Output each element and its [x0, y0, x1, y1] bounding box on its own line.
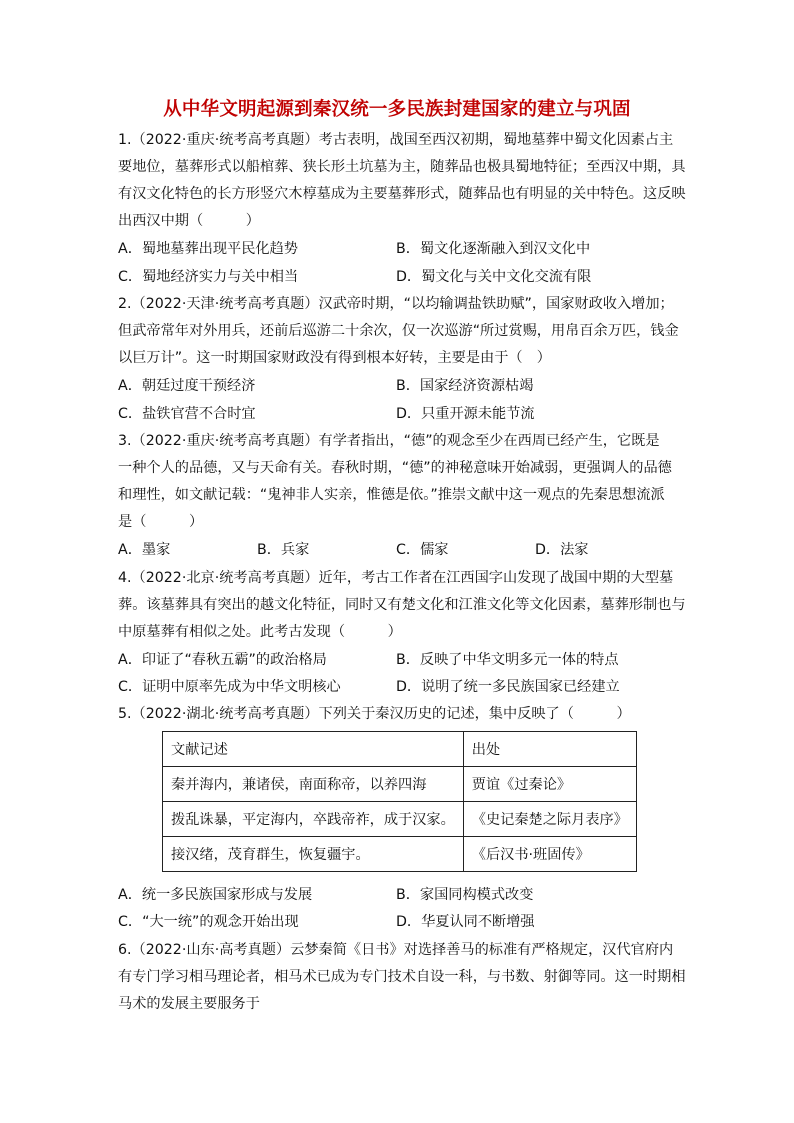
- question-3-option-b: B．兵家: [257, 542, 310, 558]
- table-cell: 《后汉书·班固传》: [463, 837, 636, 872]
- question-1-option-d: D．蜀文化与关中文化交流有限: [396, 269, 592, 285]
- source-table: [162, 731, 637, 872]
- question-1-line: 要地位，墓葬形式以船棺葬、狭长形土坑墓为主，随葬品也极具蜀地特征；至西汉中期，具: [118, 159, 686, 175]
- question-4-option-c: C．证明中原率先成为中华文明核心: [118, 679, 341, 695]
- question-3-line: 3.（2022·重庆·统考高考真题）有学者指出，“德”的观念至少在西周已经产生，它既是: [118, 433, 660, 449]
- question-1-option-a: A．蜀地墓葬出现平民化趋势: [118, 241, 298, 257]
- question-1-line: 出西汉中期（ ）: [118, 213, 260, 229]
- question-4-line: 中原墓葬有相似之处。此考古发现（ ）: [118, 624, 402, 640]
- question-1-option-c: C．蜀地经济实力与关中相当: [118, 269, 299, 285]
- question-2-line: 但武帝常年对外用兵，还前后巡游二十余次，仅一次巡游“所过赏赐，用帛百余万匹，钱金: [118, 323, 679, 339]
- question-3-line: 一种个人的品德，又与天命有关。春秋时期，“德”的神秘意味开始减弱，更强调人的品德: [118, 460, 672, 476]
- question-3-option-d: D．法家: [535, 542, 589, 558]
- question-1-option-b: B．蜀文化逐渐融入到汉文化中: [396, 241, 591, 257]
- question-5-line: 5.（2022·湖北·统考高考真题）下列关于秦汉历史的记述，集中反映了（ ）: [118, 706, 631, 722]
- question-5-option-c: C．“大一统”的观念开始出现: [118, 914, 299, 930]
- question-2-option-b: B．国家经济资源枯竭: [396, 378, 534, 394]
- table-row: [163, 802, 637, 837]
- question-4-line: 4.（2022·北京·统考高考真题）近年，考古工作者在江西国字山发现了战国中期的大型墓: [118, 570, 674, 586]
- question-6-line: 马术的发展主要服务于: [118, 996, 260, 1012]
- table-cell: 秦并海内，兼诸侯，南面称帝，以养四海: [163, 767, 464, 802]
- question-3-line: 是（ ）: [118, 514, 204, 530]
- table-cell: 拨乱诛暴，平定海内，卒践帝祚，成于汉家。: [163, 802, 464, 837]
- question-4-option-d: D．说明了统一多民族国家已经建立: [396, 679, 620, 695]
- question-4-line: 葬。该墓葬具有突出的越文化特征，同时又有楚文化和江淮文化等文化因素，墓葬形制也与: [118, 597, 686, 613]
- table-cell: 接汉绪，茂育群生，恢复疆宇。: [163, 837, 464, 872]
- table-cell: 贾谊《过秦论》: [463, 767, 636, 802]
- question-5-option-a: A．统一多民族国家形成与发展: [118, 887, 313, 903]
- question-1-line: 1.（2022·重庆·统考高考真题）考古表明，战国至西汉初期，蜀地墓葬中蜀文化因素占主: [118, 132, 674, 148]
- table-cell: 《史记秦楚之际月表序》: [463, 802, 636, 837]
- question-4-option-b: B．反映了中华文明多元一体的特点: [396, 652, 619, 668]
- question-2-line: 2.（2022·天津·统考高考真题）汉武帝时期，“以均输调盐铁助赋”，国家财政收入增加；: [118, 296, 674, 312]
- question-5-option-b: B．家国同构模式改变: [396, 887, 534, 903]
- question-1-line: 有汉文化特色的长方形竖穴木椁墓成为主要墓葬形式，随葬品也有明显的关中特色。这反映: [118, 186, 686, 202]
- question-3-line: 和理性，如文献记载：“鬼神非人实亲，惟德是依。”推崇文献中这一观点的先秦思想流派: [118, 487, 665, 503]
- question-6-line: 有专门学习相马理论者，相马术已成为专门技术自设一科，与书数、射御等同。这一时期相: [118, 969, 686, 985]
- question-2-option-c: C．盐铁官营不合时宜: [118, 406, 256, 422]
- question-6-line: 6.（2022·山东·高考真题）云梦秦简《日书》对选择善马的标准有严格规定，汉代官府内: [118, 942, 674, 958]
- document-title: 从中华文明起源到秦汉统一多民族封建国家的建立与巩固: [163, 99, 631, 120]
- question-5-option-d: D．华夏认同不断增强: [396, 914, 535, 930]
- table-header-cell: 出处: [463, 732, 636, 767]
- table-header-cell: 文献记述: [163, 732, 464, 767]
- question-2-line: 以巨万计”。这一时期国家财政没有得到根本好转，主要是由于（ ）: [118, 350, 551, 366]
- table-row: [163, 837, 637, 872]
- question-2-option-d: D．只重开源未能节流: [396, 406, 535, 422]
- question-2-option-a: A．朝廷过度干预经济: [118, 378, 256, 394]
- question-3-option-c: C．儒家: [396, 542, 449, 558]
- question-4-option-a: A．印证了“春秋五霸”的政治格局: [118, 652, 327, 668]
- table-row: [163, 767, 637, 802]
- question-3-option-a: A．墨家: [118, 542, 171, 558]
- table-header-row: [163, 732, 637, 767]
